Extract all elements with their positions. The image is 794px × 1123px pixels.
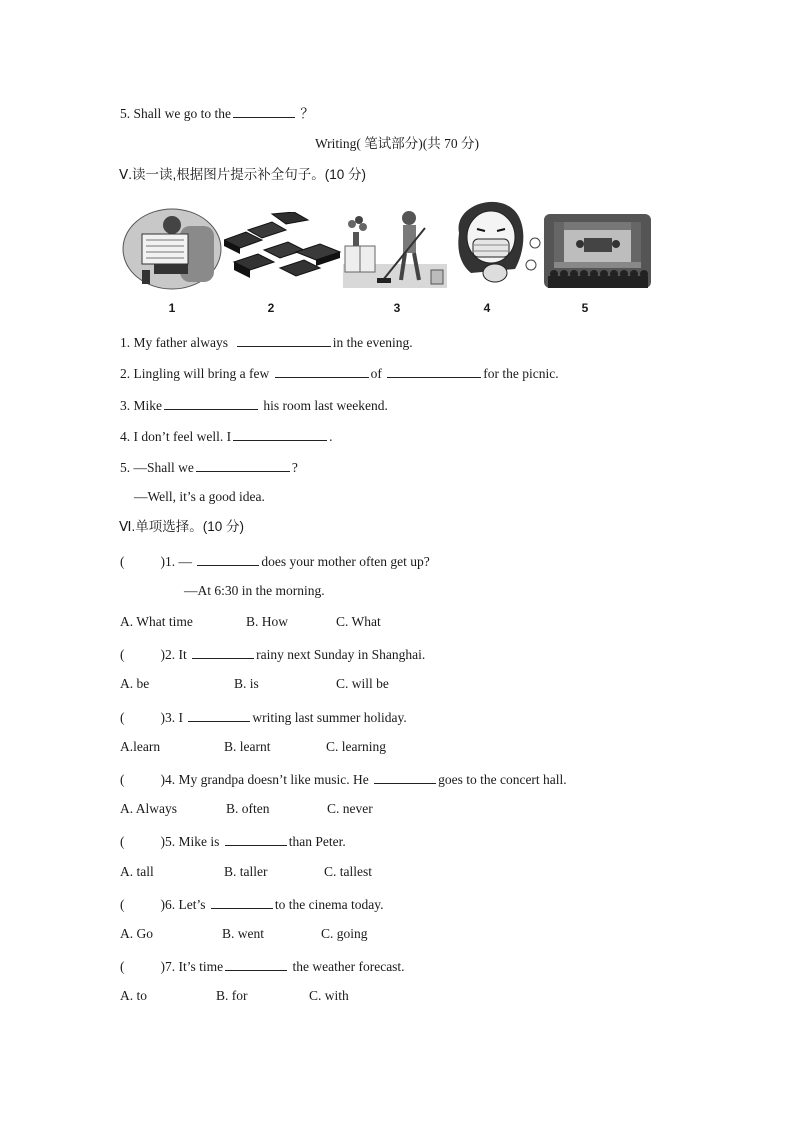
fill-in-item-2: 2. Lingling will bring a few of for the picnic. [120, 363, 559, 383]
picture-number-3: 3 [393, 301, 401, 315]
answer-blank[interactable] [233, 426, 327, 441]
question-3-options [120, 738, 386, 756]
answer-blank[interactable] [374, 769, 436, 784]
fill-in-item-3: 3. Mike his room last weekend. [120, 395, 388, 415]
section-5-title: Ⅴ.读一读,根据图片提示补全句子。(10 分) [119, 167, 366, 182]
answer-blank[interactable] [275, 363, 369, 378]
question-1: ( )1. — does your mother often get up? [120, 551, 430, 571]
concert-stage-picture [544, 214, 651, 288]
chocolate-bars-picture [224, 212, 342, 284]
fill-in-item-4: 4. I don’t feel well. I . [120, 426, 332, 446]
option-b[interactable]: B. learnt [224, 739, 271, 754]
option-a[interactable]: A. Always [120, 801, 177, 816]
answer-blank[interactable] [233, 103, 295, 118]
answer-blank[interactable] [188, 707, 250, 722]
answer-blank[interactable] [164, 395, 258, 410]
option-b[interactable]: B. taller [224, 864, 268, 879]
answer-blank[interactable] [225, 956, 287, 971]
option-c[interactable]: C. never [327, 801, 373, 816]
picture-number-4: 4 [483, 301, 491, 315]
option-c[interactable]: C. learning [326, 739, 386, 754]
question-3: ( )3. I writing last summer holiday. [120, 707, 407, 727]
option-a[interactable]: A. tall [120, 864, 154, 879]
writing-section-title: Writing( 笔试部分)(共 70 分) [314, 136, 480, 151]
picture-number-2: 2 [267, 301, 275, 315]
fill-in-item-1: 1. My father always in the evening. [120, 332, 413, 352]
option-b[interactable]: B. often [226, 801, 270, 816]
picture-number-5: 5 [581, 301, 589, 315]
man-reading-newspaper-picture [122, 208, 222, 290]
boy-sweeping-floor-picture [343, 208, 447, 290]
answer-blank[interactable] [196, 457, 290, 472]
girl-with-cold-picture [449, 193, 543, 289]
answer-blank[interactable] [237, 332, 331, 347]
option-c[interactable]: C. going [321, 926, 368, 941]
answer-blank[interactable] [197, 551, 259, 566]
option-a[interactable]: A.learn [120, 739, 161, 754]
question-7-options [120, 987, 349, 1005]
question-4: ( )4. My grandpa doesn’t like music. He goes to the concert hall. [120, 769, 567, 789]
option-c[interactable]: C. will be [336, 676, 389, 691]
question-7: ( )7. It’s time the weather forecast. [120, 956, 405, 976]
answer-blank[interactable] [211, 894, 273, 909]
option-b[interactable]: B. is [234, 676, 259, 691]
fill-in-item-5-top: 5. Shall we go to the ？ [120, 103, 314, 123]
fill-in-item-5: 5. —Shall we ? [120, 457, 298, 477]
option-a[interactable]: A. to [120, 988, 147, 1003]
question-2: ( )2. It rainy next Sunday in Shanghai. [120, 644, 425, 664]
option-b[interactable]: B. went [222, 926, 264, 941]
question-4-options [120, 800, 373, 818]
answer-blank[interactable] [387, 363, 481, 378]
question-1-reply: —At 6:30 in the morning. [184, 583, 325, 598]
section-6-title: Ⅵ.单项选择。(10 分) [119, 519, 244, 534]
fill-in-item-5-reply: —Well, it’s a good idea. [134, 489, 265, 504]
question-1-options [120, 613, 381, 631]
option-c[interactable]: C. What [336, 614, 381, 629]
question-5-options [120, 863, 372, 881]
question-6: ( )6. Let’s to the cinema today. [120, 894, 383, 914]
question-6-options [120, 925, 368, 943]
option-a[interactable]: A. be [120, 676, 150, 691]
option-a[interactable]: A. Go [120, 926, 153, 941]
answer-blank[interactable] [192, 644, 254, 659]
question-2-options [120, 675, 389, 693]
option-b[interactable]: B. How [246, 614, 289, 629]
option-a[interactable]: A. What time [120, 614, 193, 629]
picture-number-1: 1 [168, 301, 176, 315]
option-c[interactable]: C. tallest [324, 864, 372, 879]
option-b[interactable]: B. for [216, 988, 248, 1003]
answer-blank[interactable] [225, 831, 287, 846]
option-c[interactable]: C. with [309, 988, 349, 1003]
question-5: ( )5. Mike is than Peter. [120, 831, 346, 851]
